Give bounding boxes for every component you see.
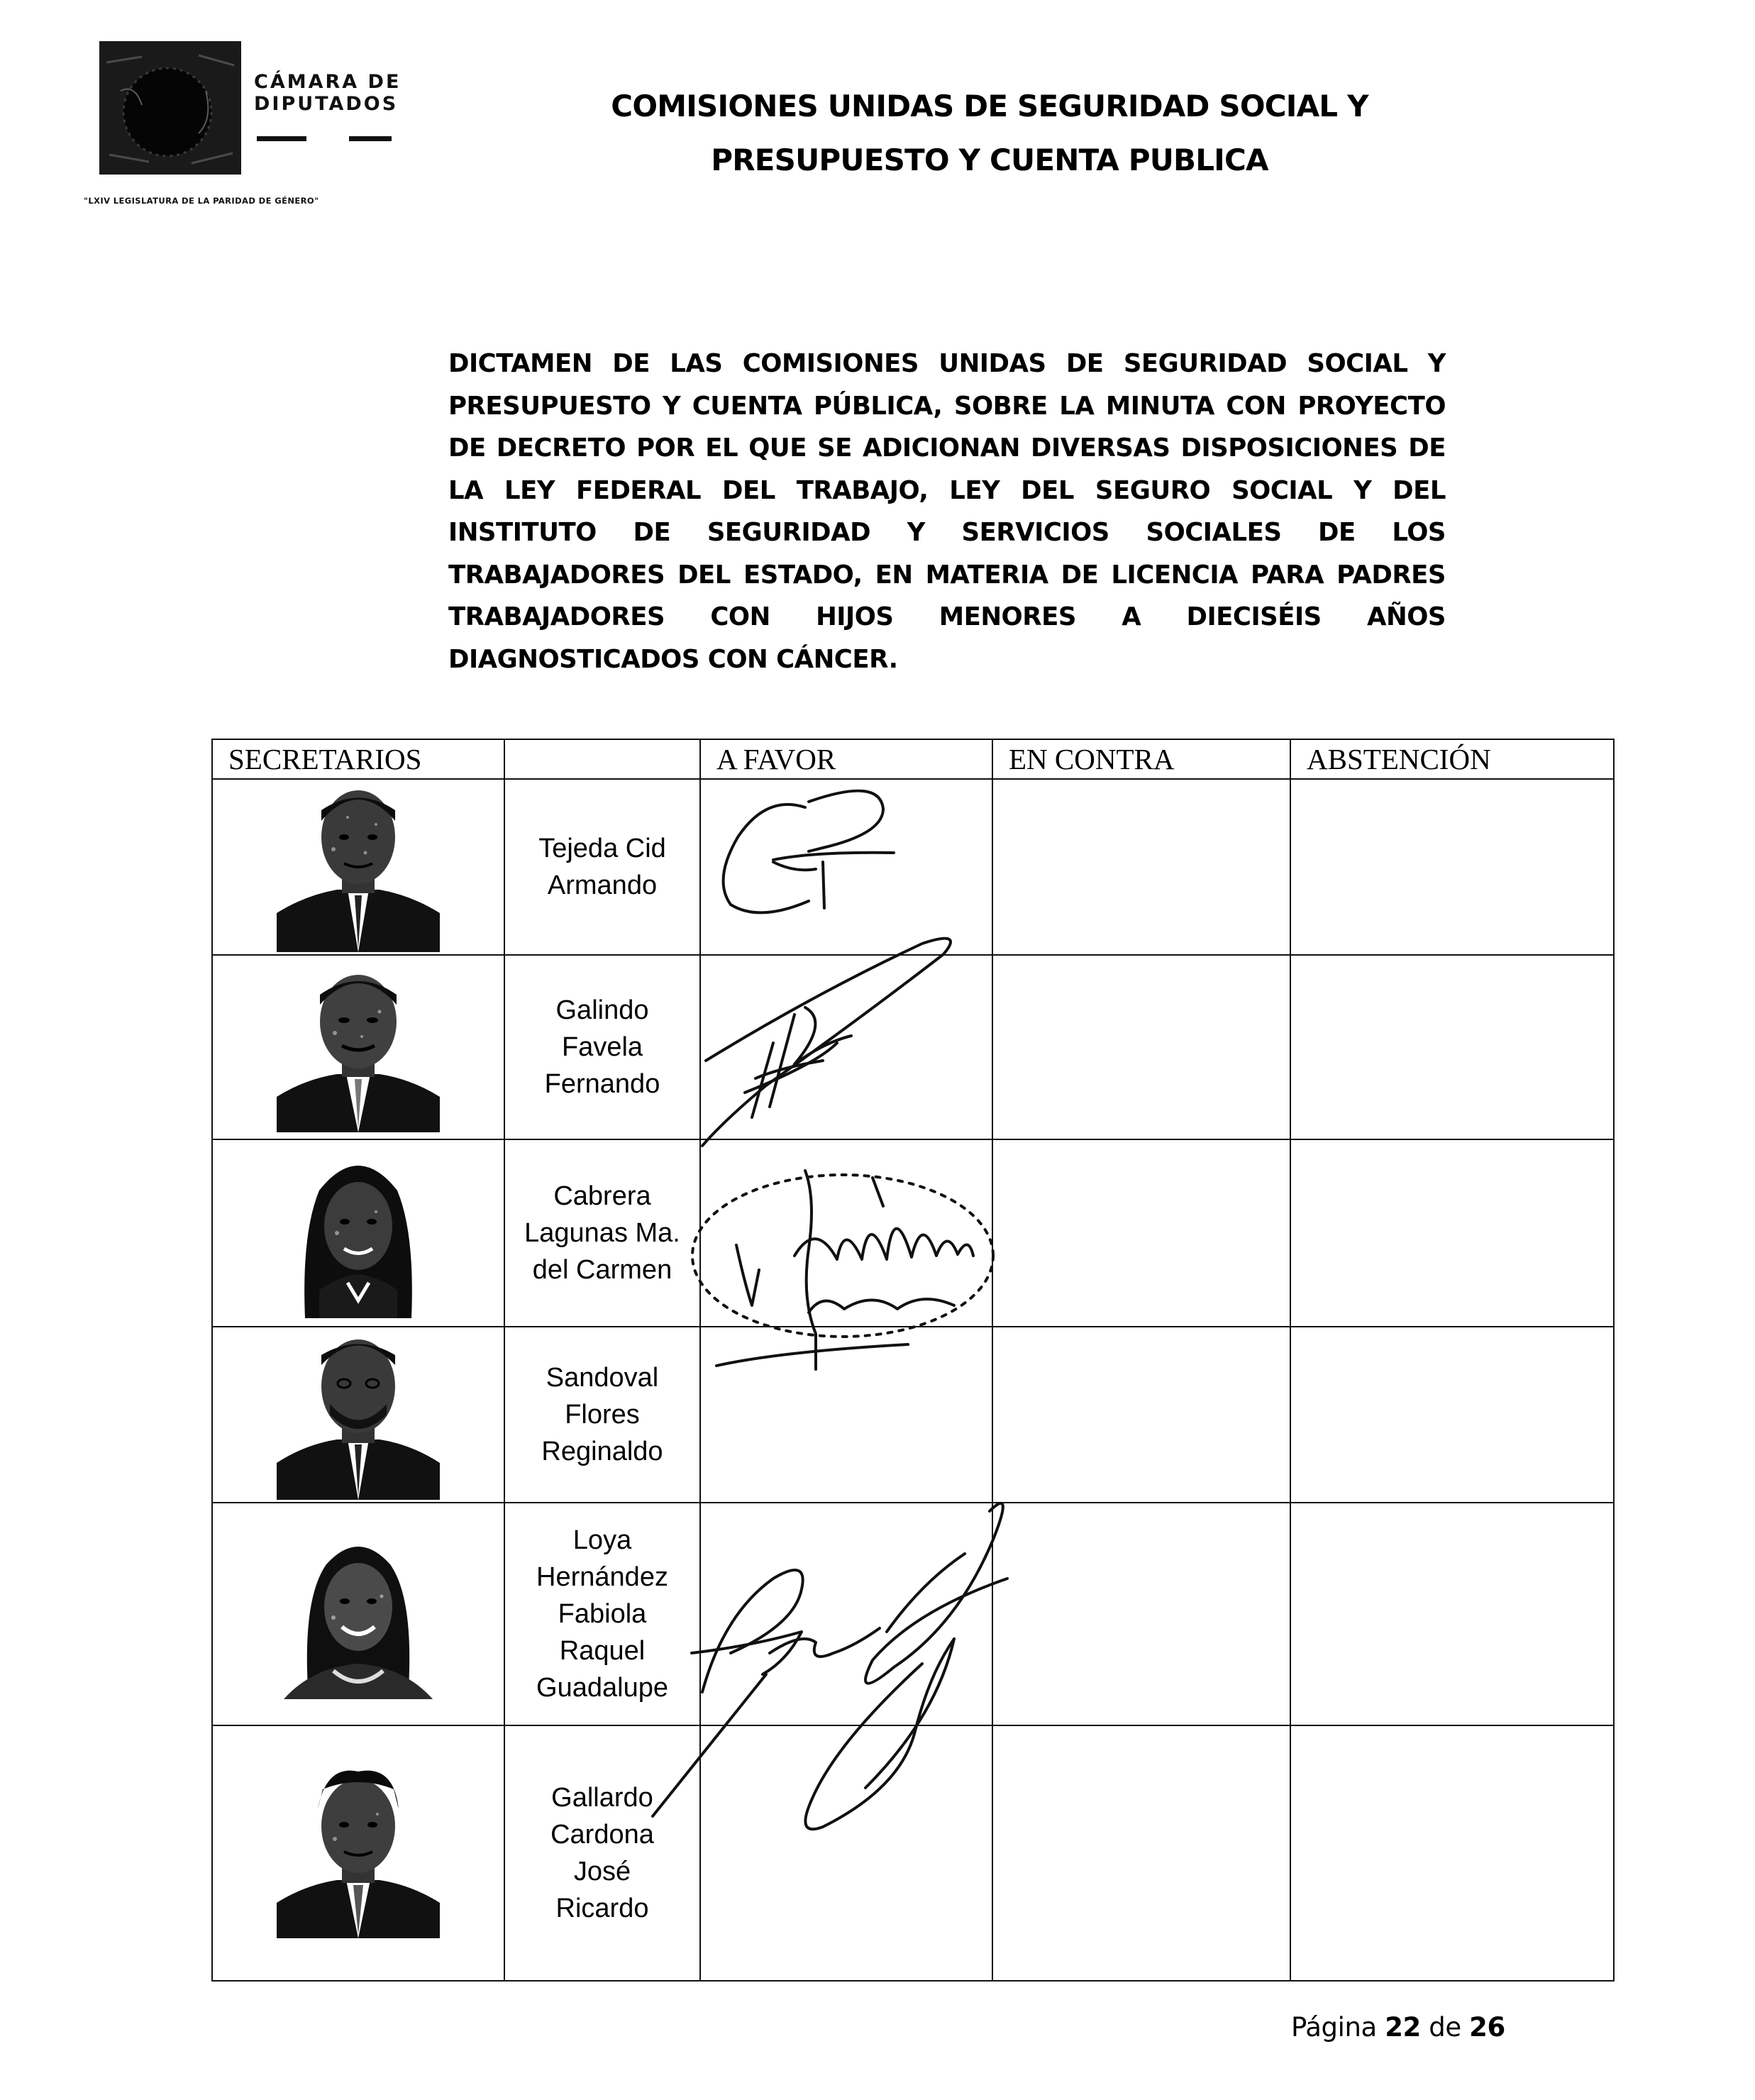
secretary-name: Sandoval Flores Reginaldo — [504, 1327, 700, 1503]
table-row — [212, 779, 1614, 955]
document-header — [553, 79, 1426, 187]
table-row — [212, 955, 1614, 1139]
portrait-photo — [277, 1330, 440, 1500]
photo-cell — [212, 1503, 504, 1725]
header-line-1: COMISIONES UNIDAS DE SEGURIDAD SOCIAL Y — [611, 89, 1368, 123]
vote-en-contra-cell — [992, 779, 1290, 955]
table-row — [212, 1139, 1614, 1327]
vote-abstencion-cell — [1290, 1725, 1614, 1981]
portrait-photo — [277, 1148, 440, 1318]
dictamen-paragraph: DICTAMEN DE LAS COMISIONES UNIDAS DE SEGURIDAD SOCIAL Y PRESUPUESTO Y CUENTA PÚBLICA, SOBRE LA MINUTA CON PROYECTO DE DECRETO POR EL QUE SE ADICIONAN DIVERSAS DISPOSICIONES DE LA LEY FEDERAL DEL TRABAJO, LEY DEL SEGURO SOCIAL Y DEL INSTITUTO DE SEGURIDAD Y SERVICIOS SOCIALES DE LOS TRABAJADORES DEL ESTADO, EN MATERIA DE LICENCIA PARA PADRES TRABAJADORES CON HIJOS MENORES A DIECISÉIS AÑOS DIAGNOSTICADOS CON CÁNCER. — [448, 349, 1446, 674]
table-header-row — [212, 739, 1614, 779]
vote-a-favor-cell — [700, 1503, 992, 1725]
photo-cell — [212, 955, 504, 1139]
secretary-name: Galindo Favela Fernando — [504, 955, 700, 1139]
portrait-photo — [277, 1529, 440, 1699]
header-abstencion: ABSTENCIÓN — [1290, 739, 1614, 779]
legislatura-motto: "LXIV LEGISLATURA DE LA PARIDAD DE GÉNERO" — [84, 196, 319, 206]
camara-logo-emblem — [99, 41, 241, 175]
header-blank — [504, 739, 700, 779]
vote-abstencion-cell — [1290, 955, 1614, 1139]
vote-en-contra-cell — [992, 955, 1290, 1139]
vote-en-contra-cell — [992, 1327, 1290, 1503]
vote-en-contra-cell — [992, 1503, 1290, 1725]
camara-logo-text: CÁMARA DE DIPUTADOS — [254, 71, 402, 115]
secretary-name: Tejeda Cid Armando — [504, 779, 700, 955]
header-secretarios: SECRETARIOS — [212, 739, 504, 779]
vote-a-favor-cell — [700, 1139, 992, 1327]
portrait-photo — [277, 962, 440, 1132]
vote-a-favor-cell — [700, 955, 992, 1139]
photo-cell — [212, 1139, 504, 1327]
secretary-name: Gallardo Cardona José Ricardo — [504, 1725, 700, 1981]
photo-cell — [212, 1725, 504, 1981]
table-row — [212, 1503, 1614, 1725]
table-row — [212, 1327, 1614, 1503]
vote-en-contra-cell — [992, 1725, 1290, 1981]
vote-a-favor-cell — [700, 1725, 992, 1981]
page-number: Página 22 de 26 — [1291, 2012, 1505, 2043]
vote-abstencion-cell — [1290, 779, 1614, 955]
vote-a-favor-cell — [700, 779, 992, 955]
table-row — [212, 1725, 1614, 1981]
vote-abstencion-cell — [1290, 1139, 1614, 1327]
photo-cell — [212, 779, 504, 955]
photo-cell — [212, 1327, 504, 1503]
vote-a-favor-cell — [700, 1327, 992, 1503]
header-en-contra: EN CONTRA — [992, 739, 1290, 779]
votes-table — [211, 739, 1615, 1982]
logo-bars-decoration — [257, 136, 399, 143]
header-a-favor: A FAVOR — [700, 739, 992, 779]
secretary-name: Loya Hernández Fabiola Raquel Guadalupe — [504, 1503, 700, 1725]
vote-abstencion-cell — [1290, 1327, 1614, 1503]
portrait-photo — [277, 782, 440, 952]
secretary-name: Cabrera Lagunas Ma. del Carmen — [504, 1139, 700, 1327]
header-line-2: PRESUPUESTO Y CUENTA PUBLICA — [711, 143, 1268, 177]
vote-en-contra-cell — [992, 1139, 1290, 1327]
portrait-photo — [277, 1768, 440, 1938]
vote-abstencion-cell — [1290, 1503, 1614, 1725]
